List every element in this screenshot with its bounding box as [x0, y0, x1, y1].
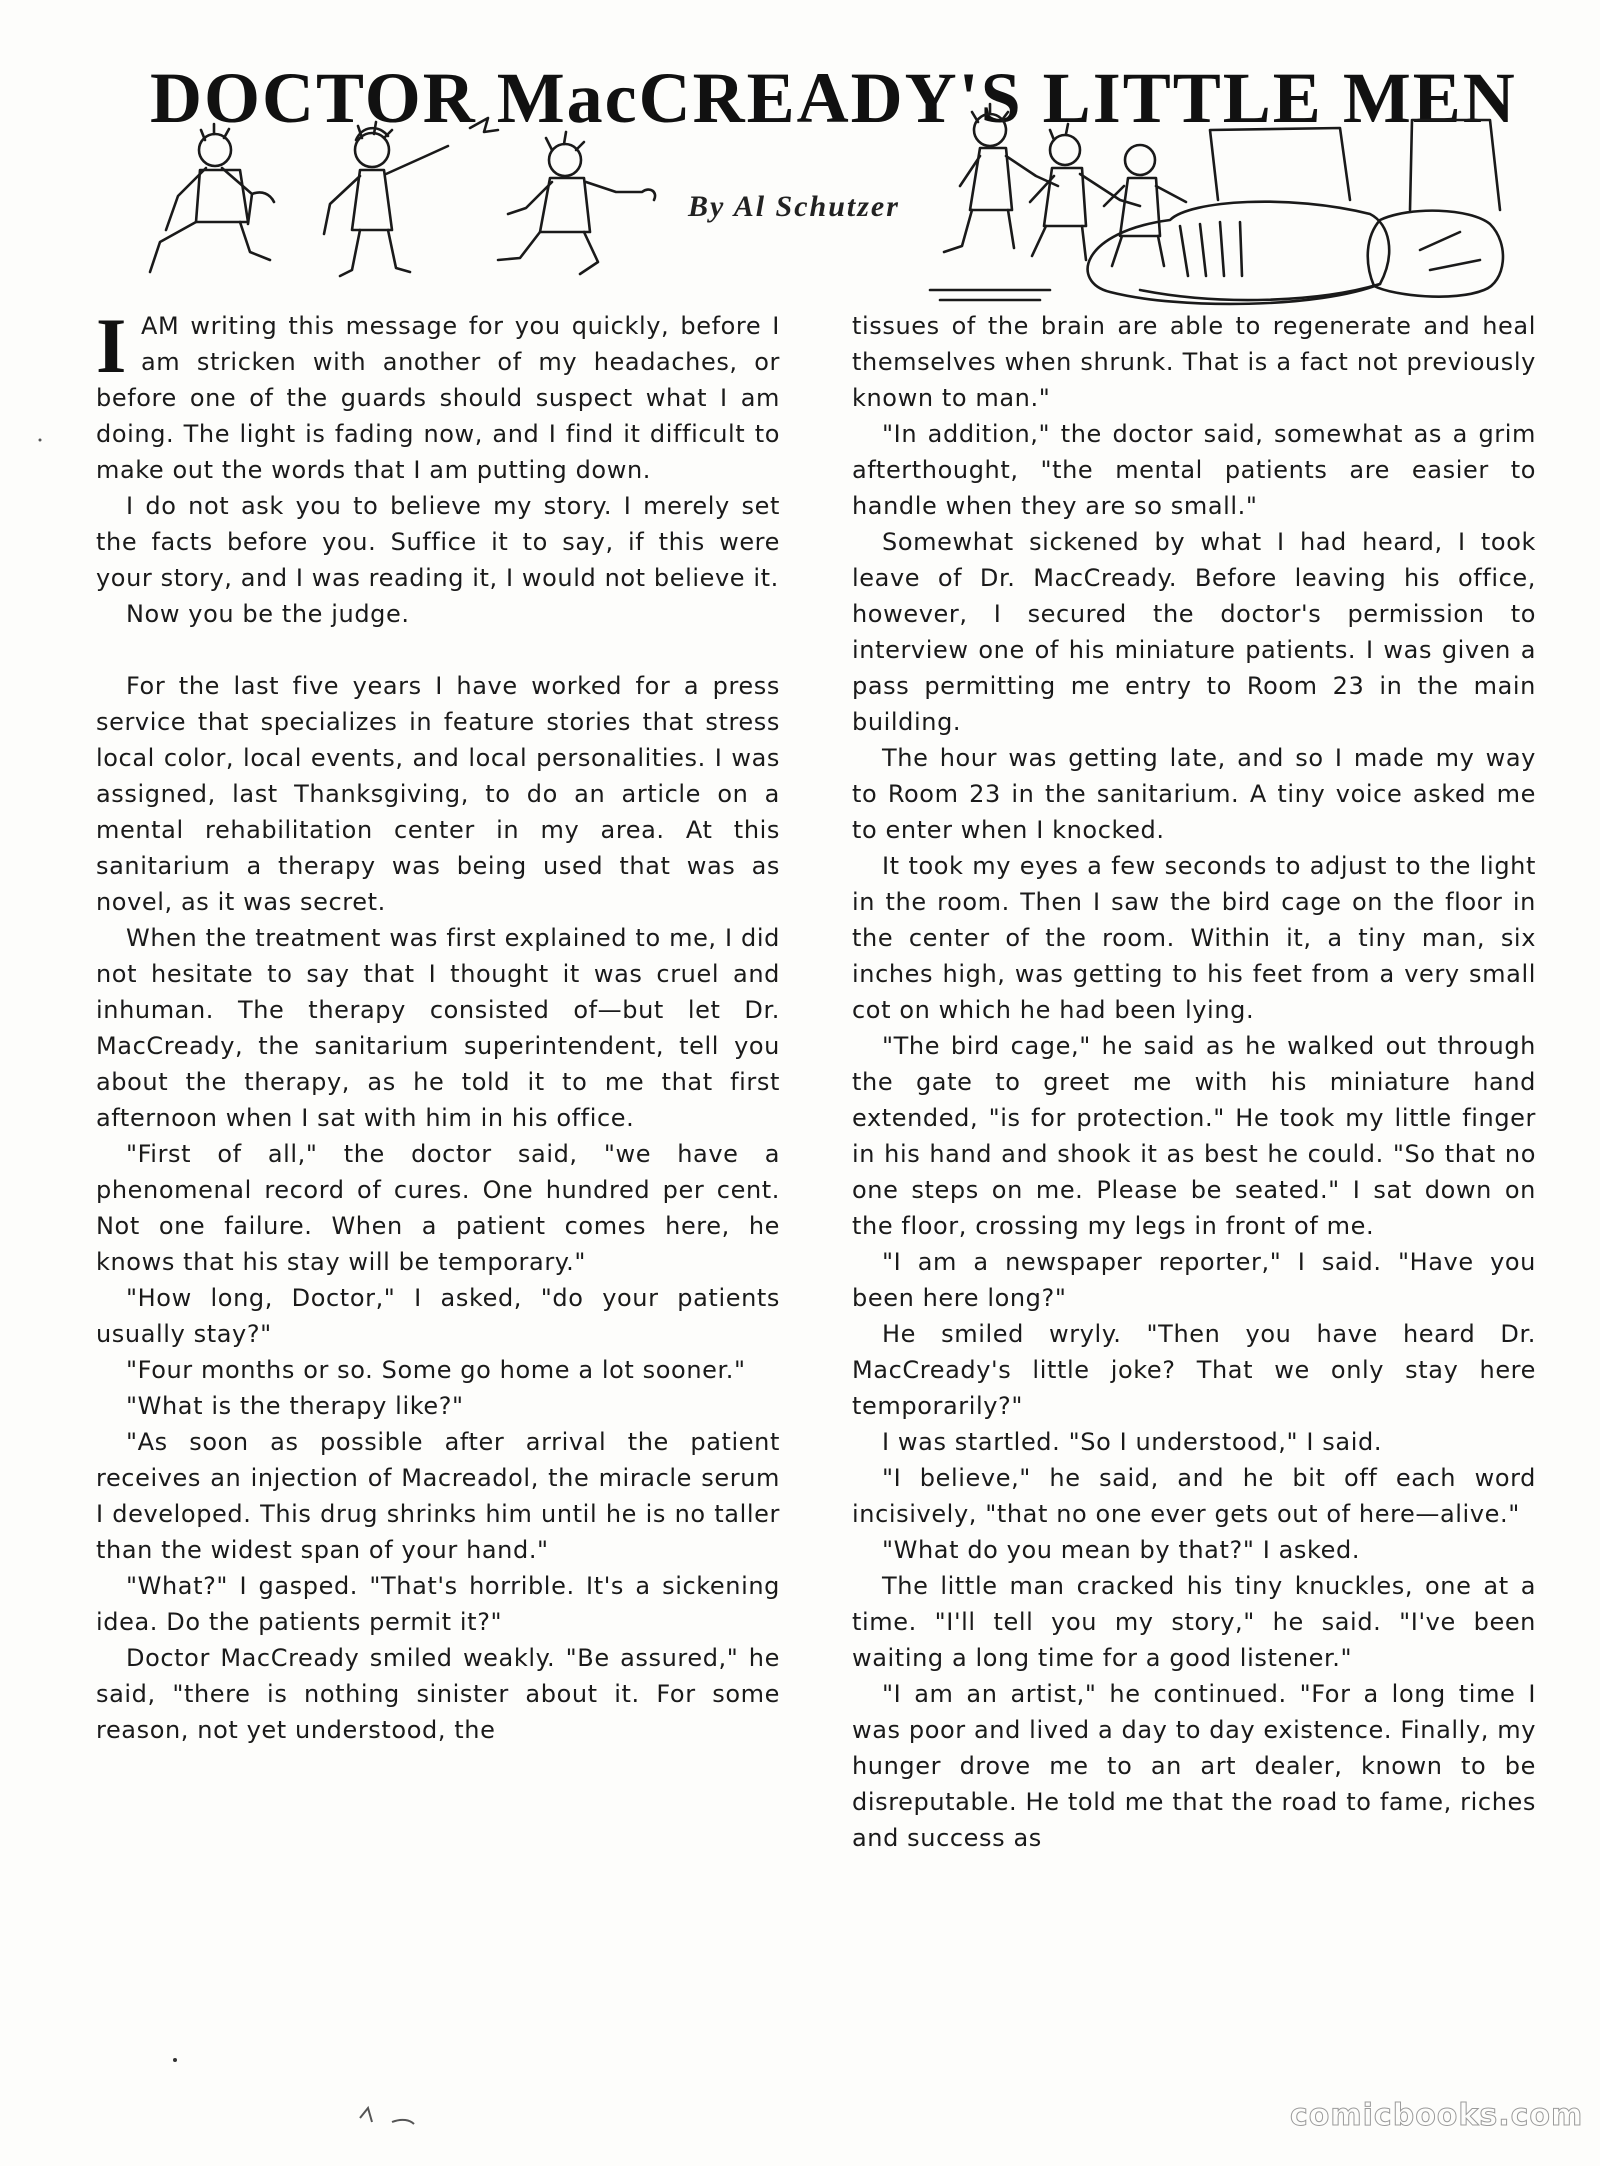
paragraph: Somewhat sickened by what I had heard, I took leave of Dr. MacCready. Before leaving his office, however, I secured the doctor's permission to interview one of his miniature patients. I was given a pass permitting me entry to Room 23 in the main building. [852, 528, 1536, 736]
drop-cap: I [96, 308, 127, 389]
story-byline: By Al Schutzer [688, 190, 900, 223]
paragraph: "How long, Doctor," I asked, "do your patients usually stay?" [96, 1284, 780, 1348]
paragraph: For the last five years I have worked for a press service that specializes in feature stories that stress local color, local events, and local personalities. I was assigned, last Thanksgiving, to do an article on a mental rehabilitation center in my area. At this sanitarium a therapy was being used that was as novel, as it was secret. [96, 672, 780, 916]
paragraph: Doctor MacCready smiled weakly. "Be assured," he said, "there is nothing sinister about it. For some reason, not yet understood, the [96, 1644, 780, 1744]
paragraph: He smiled wryly. "Then you have heard Dr. MacCready's little joke? That we only stay here temporarily?" [852, 1320, 1536, 1420]
paragraph: The hour was getting late, and so I made my way to Room 23 in the sanitarium. A tiny voice asked me to enter when I knocked. [852, 744, 1536, 844]
paragraph: "In addition," the doctor said, somewhat as a grim afterthought, "the mental patients are easier to handle when they are so small." [852, 420, 1536, 520]
paragraph: "What?" I gasped. "That's horrible. It's a sickening idea. Do the patients permit it?" [96, 1572, 780, 1636]
paragraph: It took my eyes a few seconds to adjust to the light in the room. Then I saw the bird cage on the floor in the center of the room. Within it, a tiny man, six inches high, was getting to his feet from a very small cot on which he had been lying. [852, 852, 1536, 1024]
paragraph: "Four months or so. Some go home a lot sooner." [126, 1356, 746, 1384]
paragraph: The little man cracked his tiny knuckles, one at a time. "I'll tell you my story," he said. "I've been waiting a long time for a good listener." [852, 1572, 1536, 1672]
paragraph: Now you be the judge. [126, 600, 410, 628]
paragraph: "As soon as possible after arrival the patient receives an injection of Macreadol, the miracle serum I developed. This drug shrinks him until he is no taller than the widest span of your hand." [96, 1428, 780, 1564]
paragraph: I do not ask you to believe my story. I merely set the facts before you. Suffice it to say, if this were your story, and I was reading it, I would not believe it. [96, 492, 780, 592]
opening-text: AM writing this message for you quickly, before I am stricken with another of my headaches, or before one of the guards should suspect what I am doing. The light is fading now, and I find it difficult to make out the words that I am putting down. [96, 312, 780, 484]
paragraph: "I am an artist," he continued. "For a long time I was poor and lived a day to day existence. Finally, my hunger drove me to an art dealer, known to be disreputable. He told me that the road to fame, riches and success as [852, 1680, 1536, 1852]
paragraph: "First of all," the doctor said, "we have a phenomenal record of cures. One hundred per cent. Not one failure. When a patient comes here, he knows that his stay will be temporary." [96, 1140, 780, 1276]
paragraph: "I believe," he said, and he bit off each word incisively, "that no one ever gets out of here—alive." [852, 1464, 1536, 1528]
paragraph: I was startled. "So I understood," I said. [882, 1428, 1383, 1456]
site-watermark: comicbooks.com [1290, 2098, 1584, 2133]
paragraph-continued: tissues of the brain are able to regenerate and heal themselves when shrunk. That is a fact not previously known to man." [852, 312, 1536, 412]
story-title: DOCTOR MacCREADY'S LITTLE MEN [150, 58, 1517, 138]
paragraph: When the treatment was first explained to me, I did not hesitate to say that I thought it was cruel and inhuman. The therapy consisted of—but let Dr. MacCready, the sanitarium superintendent, tell you about the therapy, as he told it to me that first afternoon when I sat with him in his office. [96, 924, 780, 1132]
paragraph: "I am a newspaper reporter," I said. "Have you been here long?" [852, 1248, 1536, 1312]
paragraph: "What is the therapy like?" [126, 1392, 464, 1420]
paragraph: "What do you mean by that?" I asked. [882, 1536, 1361, 1564]
paragraph: "The bird cage," he said as he walked out through the gate to greet me with his miniature hand extended, "is for protection." He took my little finger in his hand and shook it as best he could. "So that no one steps on me. Please be seated." I sat down on the floor, crossing my legs in front of me. [852, 1032, 1536, 1240]
